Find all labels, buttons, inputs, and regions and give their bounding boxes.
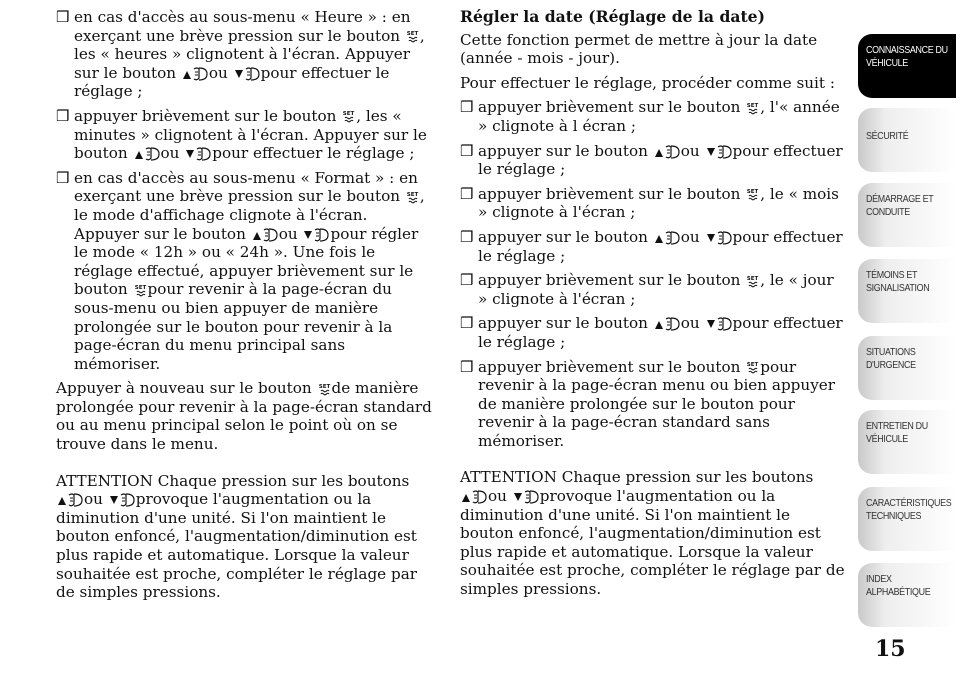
svg-text:SET: SET [406,191,419,198]
svg-text:SET: SET [747,189,759,196]
list-item: ❒ appuyer brièvement sur le bouton SET pour revenir à la page-écran menu ou bien appuyer de manière prolongée sur le bouton pour revenir à la page-écran standard sans mémoriser. [460,357,836,450]
up-button-icon [654,230,680,246]
svg-text:SET: SET [747,362,759,368]
down-button-icon [109,492,135,508]
tab-connaissance-du-vehicule[interactable]: CONNAISSANCE DU VÉHICULE [858,34,956,98]
svg-text:SET: SET [406,31,419,38]
set-button-icon [406,29,419,44]
list-item: ❒ appuyer brièvement sur le bouton SET , le « jour » clignote à l'écran ; [460,271,834,308]
bullet: ❒ [56,168,70,187]
down-button-icon [303,227,329,243]
tab-situations-d-urgence[interactable]: SITUATIONS D'URGENCE [858,336,956,400]
down-button-icon [234,66,260,82]
attention-note: ATTENTION Chaque pression sur les boutons ou provoque l'augmentation ou la diminution d'une unité. Si l'on maintient le bouton enfoncé, l'augmentation/diminution est plus rapide et automatique. Lorsque la valeur souhaitée est proche, compléter le réglage par de simples pressions. [460,468,845,599]
tab-index-alphabetique[interactable]: INDEX ALPHABÉTIQUE [858,563,956,627]
set-button-icon [134,283,147,298]
bullet: ❒ [460,184,474,203]
list-item: ❒ en cas d'accès au sous-menu « Format » : en exerçant une brève pression sur le bouton SET , le mode d'affichage clignote à l'écran. Appuyer sur le bouton ou pour régler le mode « 12h » ou « 24h ». Une fois le réglage effectué, appuyer brièvement sur le bouton SET pour revenir à la page-écran du sous-menu ou bien appuyer de manière prolongée sur le bouton pour revenir à la page-écran du menu principal sans mémoriser. [56,168,425,373]
set-button-icon [342,109,355,124]
paragraph: Pour effectuer le réglage, procéder comme suit : [460,73,835,92]
tab-entretien-du-vehicule[interactable]: ENTRETIEN DU VÉHICULE [858,410,956,474]
tab-caracteristiques-techniques[interactable]: CARACTÉRISTIQUES TECHNIQUES [858,487,956,551]
list-item: ❒ appuyer sur le bouton ou pour effectuer le réglage ; [460,141,843,179]
attention-note: ATTENTION Chaque pression sur les boutons ou provoque l'augmentation ou la diminution d'une unité. Si l'on maintient le bouton enfoncé, l'augmentation/diminution est plus rapide et automatique. Lorsque la valeur souhaitée est proche, compléter le réglage par de simples pressions. [56,471,418,602]
up-button-icon [461,489,487,505]
chapter-sidebar [858,0,960,686]
down-button-icon [513,489,539,505]
set-button-icon [746,101,759,116]
down-button-icon [706,230,732,246]
page-number: 15 [875,636,906,662]
section-heading: Régler la date (Réglage de la date) [460,7,765,26]
down-button-icon [706,316,732,332]
tab-temoins-et-signalisation[interactable]: TÉMOINS ET SIGNALISATION [858,259,956,323]
right-column [460,8,845,605]
set-button-icon [746,274,759,289]
up-button-icon [134,146,160,162]
set-button-icon [406,190,419,205]
bullet: ❒ [460,271,474,290]
list-item: ❒ appuyer brièvement sur le bouton SET , l'« année » clignote à l écran ; [460,98,840,135]
list-item: ❒ en cas d'accès au sous-menu « Heure » : en exerçant une brève pression sur le bouton SET , les « heures » clignotent à l'écran. Appuyer sur le bouton ou pour effectuer le réglage ; [56,8,425,101]
set-button-icon [746,187,759,202]
up-button-icon [654,144,680,160]
paragraph: Appuyer à nouveau sur le bouton SET de manière prolongée pour revenir à la page-écran standard ou au menu principal selon le point où on se trouve dans le menu. [56,379,432,454]
left-column [56,8,436,608]
svg-text:SET: SET [747,275,759,282]
bullet: ❒ [56,106,70,125]
bullet: ❒ [460,357,474,376]
bullet: ❒ [460,141,474,160]
list-item: ❒ appuyer sur le bouton ou pour effectuer le réglage ; [460,314,843,351]
set-button-icon [318,382,331,397]
bullet: ❒ [460,98,474,117]
bullet: ❒ [460,227,474,246]
paragraph: Cette fonction permet de mettre à jour la date (année - mois - jour). [460,30,818,68]
bullet: ❒ [460,314,474,333]
list-item: ❒ appuyer brièvement sur le bouton SET , les « minutes » clignotent à l'écran. Appuyer sur le bouton ou pour effectuer le réglage ; [56,106,427,163]
up-button-icon [57,492,83,508]
list-item: ❒ appuyer brièvement sur le bouton SET , le « mois » clignote à l'écran ; [460,184,839,222]
up-button-icon [252,227,278,243]
up-button-icon [654,316,680,332]
list-item: ❒ appuyer sur le bouton ou pour effectuer le réglage ; [460,227,843,265]
bullet: ❒ [56,8,70,26]
svg-text:SET: SET [134,284,146,291]
svg-text:SET: SET [343,111,355,118]
svg-text:SET: SET [747,102,759,109]
set-button-icon [746,360,759,375]
down-button-icon [185,146,211,162]
tab-demarrage-et-conduite[interactable]: DÉMARRAGE ET CONDUITE [858,183,956,247]
tab-securite[interactable]: SÉCURITÉ [858,108,956,172]
up-button-icon [182,66,208,82]
down-button-icon [706,144,732,160]
svg-text:SET: SET [318,383,330,390]
